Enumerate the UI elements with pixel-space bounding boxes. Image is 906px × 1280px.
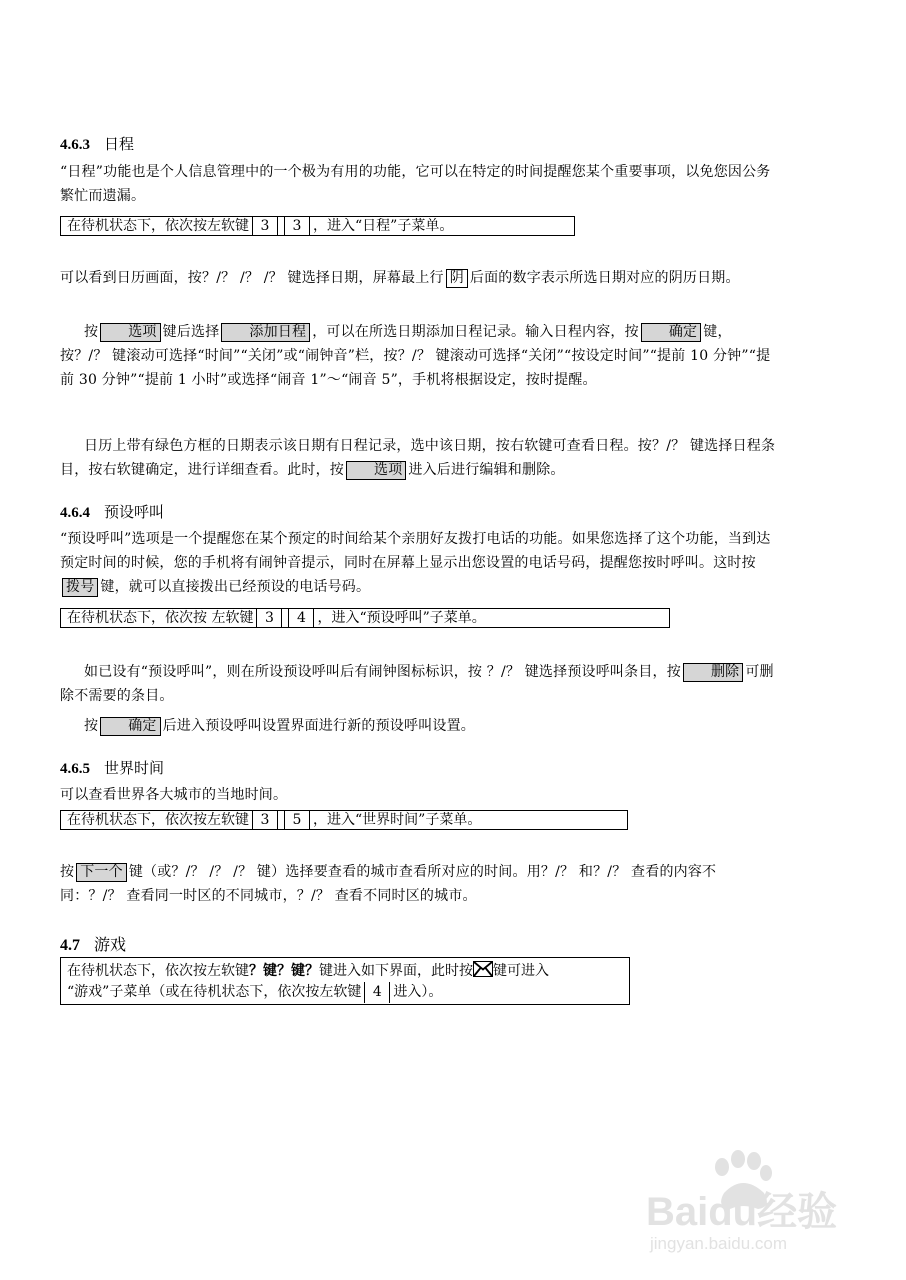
key-add-schedule: 添加日程 [221,323,310,342]
section-heading [60,133,134,154]
section-number: 4.6.4 [60,505,90,521]
baidu-jingyan-watermark [640,1145,870,1255]
section-heading [60,932,126,955]
instruction-box [60,608,670,628]
paragraph: “日程”功能也是个人信息管理中的一个极为有用的功能，它可以在特定的时间提醒您某个重要事项，以免您因公务繁忙而遗漏。 [60,164,771,204]
key-options: 选项 [100,323,160,342]
paragraph: “预设呼叫”选项是一个提醒您在某个预定的时间给某个亲朋好友拨打电话的功能。如果您选择了这个功能，当到达预定时间的时候，您的手机将有闹钟音提示，同时在屏幕上显示出您设置的电话号码，提醒您按时呼叫。这时按拨号 键，就可以直接拨出已经预设的电话号码。 [60,531,771,595]
key-next: 下一个 [76,863,127,882]
section-title: 日程 [104,135,135,153]
instruction-text: ，进入“日程”子菜单。 [313,218,454,234]
paragraph: 如已设有“预设呼叫”，则在所设预设呼叫后有闹钟图标标识，按 ？/？ 键选择预设呼叫条目，按 删除 可删除不需要的条目。 [60,664,774,704]
instruction-text: 在待机状态下，依次按 左软键 [67,610,254,626]
section-title: 游戏 [94,935,127,954]
instruction-text: ，进入“世界时间”子菜单。 [313,812,482,828]
instruction-text: 在待机状态下，依次按左软键 [67,812,249,828]
key-delete: 删除 [683,663,743,682]
instruction-line: 在待机状态下，依次按左软键？键？键？键进入如下界面，此时按 键可进入 [67,963,549,979]
section-heading [60,501,164,522]
instruction-box [60,810,628,830]
key-4: 4 [364,982,390,1003]
envelope-icon [473,961,493,977]
instruction-line: “游戏”子菜单（或在待机状态下，依次按左软键 4 进入）。 [67,982,623,1003]
instruction-box [60,216,575,236]
key-5: 5 [284,811,310,829]
section-number: 4.6.3 [60,137,90,153]
key-confirm: 确定 [100,717,160,736]
paragraph: 可以看到日历画面，按？/？ /？ /？ 键选择日期，屏幕最上行 阴 后面的数字表示所选日期对应的阴历日期。 [60,270,740,286]
key-3: 3 [256,609,282,627]
instruction-box [60,957,630,1005]
instruction-text: ，进入“预设呼叫”子菜单。 [317,610,486,626]
section-number: 4.7 [60,937,80,954]
section-title: 预设呼叫 [104,503,165,521]
key-4: 4 [288,609,314,627]
key-3: 3 [284,217,310,235]
paragraph: 按 确定 后进入预设呼叫设置界面进行新的预设呼叫设置。 [84,718,476,734]
key-dial: 拨号 [62,578,98,597]
section-heading [60,757,164,778]
paragraph: 可以查看世界各大城市的当地时间。 [60,787,288,803]
section-number: 4.6.5 [60,761,90,777]
key-confirm: 确定 [641,323,701,342]
key-3: 3 [252,217,278,235]
watermark-brand: Baidu经验 [646,1190,838,1234]
watermark-url: jingyan.baidu.com [650,1234,788,1253]
instruction-text: 在待机状态下，依次按左软键 [67,218,249,234]
key-3: 3 [252,811,278,829]
paragraph: 日历上带有绿色方框的日期表示该日期有日程记录，选中该日期，按右软键可查看日程。按？/？ 键选择日程条目，按右软键确定，进行详细查看。此时，按 选项 进入后进行编辑和删除。 [60,438,776,478]
key-yin: 阴 [446,269,468,288]
key-options: 选项 [346,461,406,480]
section-title: 世界时间 [104,759,165,777]
paragraph: 按 选项 键后选择 添加日程 ，可以在所选日期添加日程记录。输入日程内容，按 确定 键，按？/？ 键滚动可选择“时间”“关闭”或“闹钟音”栏，按？/？ 键滚动可选择“关闭”“按设定时间”“提前 10 分钟”“提前 30 分钟”“提前 1 小时”或选择“闹音 1”～“闹音 5”，手机将根据设定，按时提醒。 [60,324,771,388]
paragraph: 按 下一个 键（或？/？ /？ /？ 键）选择要查看的城市查看所对应的时间。用？/？ 和？/？ 查看的内容不同：？/？ 查看同一时区的不同城市，？/？ 查看不同时区的城市。 [60,864,717,904]
